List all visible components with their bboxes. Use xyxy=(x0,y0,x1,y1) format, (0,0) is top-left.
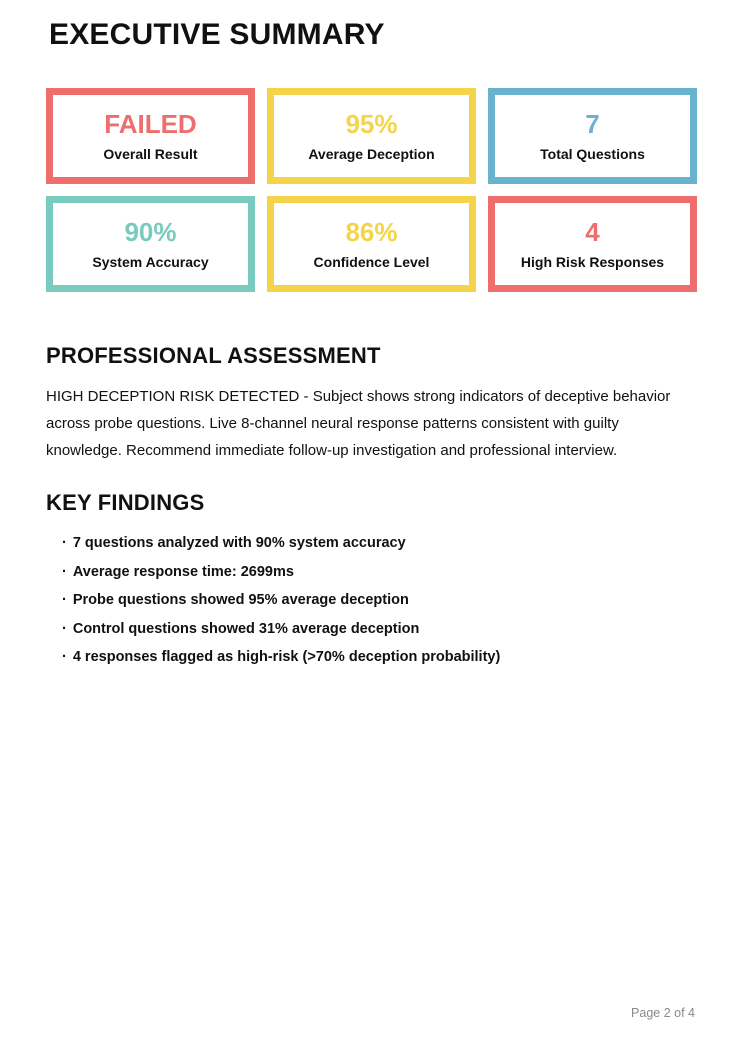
finding-text: Control questions showed 31% average deception xyxy=(72,620,420,637)
stat-card-value: 7 xyxy=(585,108,600,139)
key-findings-heading: KEY FINDINGS xyxy=(46,490,205,515)
stat-card-label: Average Deception xyxy=(308,145,435,162)
bullet-icon: · xyxy=(62,649,67,665)
page-number: Page 2 of 4 xyxy=(631,1006,695,1020)
finding-item xyxy=(62,650,697,665)
stat-card-value: FAILED xyxy=(104,108,197,139)
stat-card xyxy=(46,88,255,184)
bullet-icon: · xyxy=(62,535,67,551)
stat-card-value: 86% xyxy=(345,216,398,247)
bullet-icon: · xyxy=(62,620,67,637)
stat-card-label: Confidence Level xyxy=(313,253,430,270)
stat-card-value: 95% xyxy=(345,108,398,139)
finding-item xyxy=(62,593,697,608)
professional-assessment-heading: PROFESSIONAL ASSESSMENT xyxy=(46,343,381,368)
stat-card-label: Total Questions xyxy=(540,145,645,162)
stat-card xyxy=(488,88,697,184)
stat-card-value: 4 xyxy=(585,216,600,247)
stat-card-label: Overall Result xyxy=(103,145,198,162)
stat-card-value: 90% xyxy=(124,216,177,247)
stat-card xyxy=(46,196,255,292)
stat-card-label: High Risk Responses xyxy=(520,253,665,270)
bullet-icon: · xyxy=(62,563,67,580)
finding-item xyxy=(62,536,697,551)
stat-card-label: System Accuracy xyxy=(92,253,209,270)
finding-text: Probe questions showed 95% average deception xyxy=(72,592,409,608)
page-title: EXECUTIVE SUMMARY xyxy=(49,18,385,51)
finding-text: 7 questions analyzed with 90% system accuracy xyxy=(72,535,406,551)
finding-item xyxy=(62,565,697,580)
stat-card xyxy=(267,88,476,184)
key-findings-list xyxy=(46,536,697,665)
stat-card xyxy=(267,196,476,292)
finding-item xyxy=(62,622,697,637)
finding-text: 4 responses flagged as high-risk (>70% deception probability) xyxy=(72,649,501,665)
finding-text: Average response time: 2699ms xyxy=(72,563,294,580)
summary-cards-grid xyxy=(46,88,697,292)
bullet-icon: · xyxy=(62,592,67,608)
stat-card xyxy=(488,196,697,292)
professional-assessment-text: HIGH DECEPTION RISK DETECTED - Subject shows strong indicators of deceptive behavior across probe questions. Live 8-channel neural response patterns consistent with guilty knowledge. Recommend immediate follow-up investigation and professional interview. xyxy=(46,388,671,459)
